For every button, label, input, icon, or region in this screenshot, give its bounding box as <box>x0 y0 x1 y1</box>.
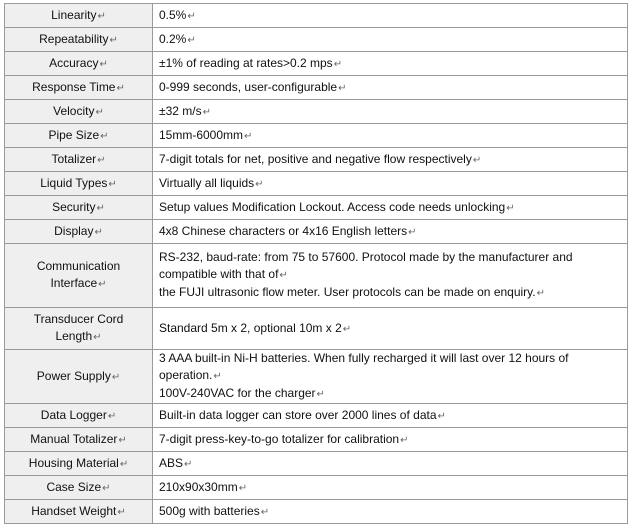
spec-value-response-time: 0-999 seconds, user-configurable↵ <box>153 76 628 100</box>
spec-value-display: 4x8 Chinese characters or 4x16 English letters↵ <box>153 220 628 244</box>
spec-value-case-size: 210x90x30mm↵ <box>153 476 628 500</box>
spec-label-data-logger: Data Logger↵ <box>5 404 153 428</box>
table-row <box>5 4 628 28</box>
spec-value-transducer-cord-length: Standard 5m x 2, optional 10m x 2↵ <box>153 308 628 350</box>
spec-value-velocity: ±32 m/s↵ <box>153 100 628 124</box>
spec-value-liquid-types: Virtually all liquids↵ <box>153 172 628 196</box>
spec-value-data-logger: Built-in data logger can store over 2000 lines of data↵ <box>153 404 628 428</box>
table-row <box>5 476 628 500</box>
spec-label-security: Security↵ <box>5 196 153 220</box>
table-row <box>5 404 628 428</box>
spec-label-linearity: Linearity↵ <box>5 4 153 28</box>
spec-label-pipe-size: Pipe Size↵ <box>5 124 153 148</box>
table-row <box>5 500 628 524</box>
table-row <box>5 28 628 52</box>
spec-value-housing-material: ABS↵ <box>153 452 628 476</box>
spec-label-totalizer: Totalizer↵ <box>5 148 153 172</box>
spec-value-accuracy: ±1% of reading at rates>0.2 mps↵ <box>153 52 628 76</box>
table-row <box>5 452 628 476</box>
spec-value-communication-interface: RS-232, baud-rate: from 75 to 57600. Protocol made by the manufacturer and compatible with that of↵ the FUJI ultrasonic flow meter. User protocols can be made on enquiry.↵ <box>153 244 628 308</box>
table-row <box>5 172 628 196</box>
table-row <box>5 244 628 308</box>
table-row <box>5 148 628 172</box>
table-row <box>5 220 628 244</box>
spec-value-pipe-size: 15mm-6000mm↵ <box>153 124 628 148</box>
spec-label-case-size: Case Size↵ <box>5 476 153 500</box>
spec-value-manual-totalizer: 7-digit press-key-to-go totalizer for calibration↵ <box>153 428 628 452</box>
spec-value-repeatability: 0.2%↵ <box>153 28 628 52</box>
spec-label-transducer-cord-length: Transducer Cord Length↵ <box>5 308 153 350</box>
table-row <box>5 52 628 76</box>
table-row <box>5 100 628 124</box>
table-row <box>5 308 628 350</box>
table-row <box>5 196 628 220</box>
spec-label-housing-material: Housing Material↵ <box>5 452 153 476</box>
spec-value-security: Setup values Modification Lockout. Access code needs unlocking↵ <box>153 196 628 220</box>
spec-label-velocity: Velocity↵ <box>5 100 153 124</box>
spec-value-totalizer: 7-digit totals for net, positive and negative flow respectively↵ <box>153 148 628 172</box>
spec-value-power-supply: 3 AAA built-in Ni-H batteries. When fully recharged it will last over 12 hours of operation.↵ 100V-240VAC for the charger↵ <box>153 350 628 404</box>
table-row <box>5 124 628 148</box>
spec-label-handset-weight: Handset Weight↵ <box>5 500 153 524</box>
spec-label-power-supply: Power Supply↵ <box>5 350 153 404</box>
spec-label-communication-interface: Communication Interface↵ <box>5 244 153 308</box>
spec-label-response-time: Response Time↵ <box>5 76 153 100</box>
table-row <box>5 350 628 404</box>
spec-label-repeatability: Repeatability↵ <box>5 28 153 52</box>
spec-label-liquid-types: Liquid Types↵ <box>5 172 153 196</box>
spec-label-accuracy: Accuracy↵ <box>5 52 153 76</box>
spec-value-handset-weight: 500g with batteries↵ <box>153 500 628 524</box>
table-row <box>5 428 628 452</box>
table-row <box>5 76 628 100</box>
spec-label-manual-totalizer: Manual Totalizer↵ <box>5 428 153 452</box>
specification-table <box>4 3 628 524</box>
spec-label-display: Display↵ <box>5 220 153 244</box>
spec-value-linearity: 0.5%↵ <box>153 4 628 28</box>
